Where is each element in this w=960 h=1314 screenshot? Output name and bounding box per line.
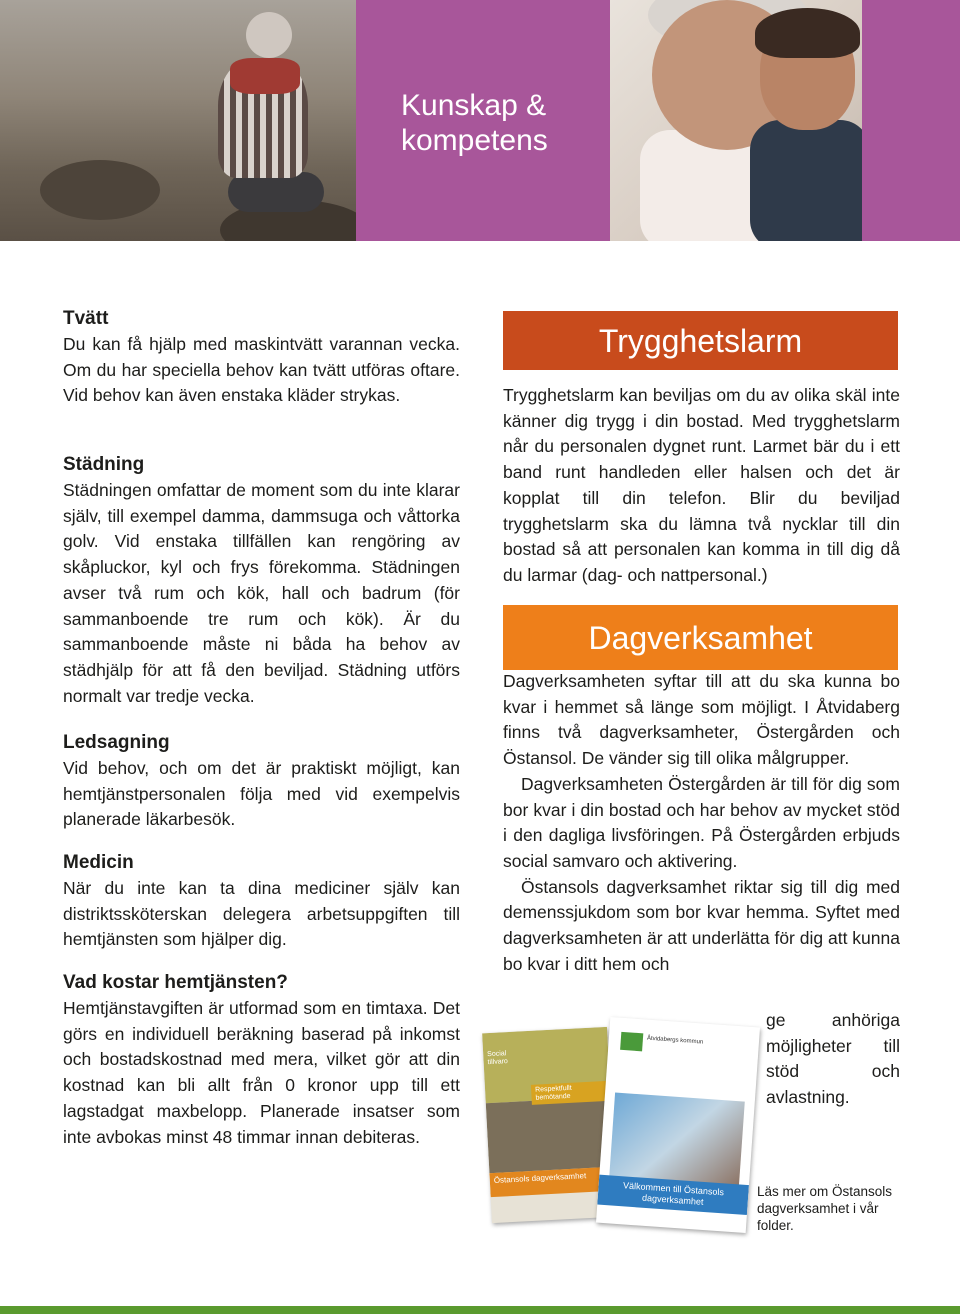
section-text: Du kan få hjälp med maskintvätt varannan vecka. Om du har speciella behov kan tvätt utföras oftare. Vid behov kan även enstaka kläder strykas. <box>63 334 460 406</box>
trygghetslarm-text: Trygghetslarm kan beviljas om du av olika skäl inte känner dig trygg i din bostad. Med trygghetslarm når du personalen dygnet runt. Larmet bär du i ett band runt handleden eller halsen och det är kopplat till din telefon. Blir du beviljad trygghetslarm ska du lämna två nycklar till din bostad så att personalen kan komma in till dig då du larmar (dag- och nattpersonal.) <box>503 385 900 585</box>
brochure-caption: Läs mer om Östansols dagverksamhet i vår folder. <box>757 1184 893 1233</box>
section-heading: Städning <box>63 454 145 475</box>
section-text: Städningen omfattar de moment som du inte klarar själv, till exempel damma, dammsuga och våttorka golv. Vid enstaka tillfällen kan rengöring av skåpluckor, kyl och frys förekomma. Städningen avser två rum och kök, hall och badrum (för sammanboende tre rum och kök). Är du sammanboende måste ni båda ha behov av städhjälp för att få den beviljad. Städning utförs normalt var tredje vecka. <box>63 480 460 706</box>
brochure-logo-text: Åtvidabergs kommun <box>646 1035 704 1046</box>
municipality-logo-icon <box>620 1032 643 1051</box>
dagverksamhet-paragraph-3: Östansols dagverksamhet riktar sig till dig med demenssjukdom som bor kvar hemma. Syftet med dagverksamheten är att underlätta för dig att kunna bo kvar i ditt hem och <box>503 876 900 974</box>
dagverksamhet-heading: Dagverksamhet <box>503 605 898 670</box>
section-text: När du inte kan ta dina mediciner själv kan distriktssköterskan delegera arbetsuppgiften till hemtjänsten som hjälper dig. <box>63 878 460 950</box>
dagverksamhet-paragraph-1: Dagverksamheten syftar till att du ska kunna bo kvar i hemmet så länge som möjligt. I Åtvidaberg finns två dagverksamheter, Östergården och Östansol. De vänder sig till olika målgrupper. <box>503 671 900 769</box>
section-text: Hemtjänstavgiften är utformad som en timtaxa. Det görs en individuell beräkning baserad på inkomst och bostadskostnad med mera, vilket gör att din kostnad kan bli allt från 0 kronor upp till ett lagstadgat maxbelopp. Planerade insatser som inte avbokas minst 48 timmar innan debiteras. <box>63 998 460 1147</box>
photo-elderly-man-on-beach <box>0 0 356 241</box>
section-heading: Ledsagning <box>63 732 170 753</box>
top-banner <box>0 0 960 241</box>
brochure-ostansol-back <box>482 1027 617 1223</box>
dagverksamhet-paragraph-3-tail: ge anhöriga möjligheter till stöd och avlastning. <box>766 1010 900 1108</box>
section-heading: Vad kostar hemtjänsten? <box>63 972 288 993</box>
brochure-band: Östansols dagverksamhet <box>489 1167 615 1198</box>
section-stadning <box>63 452 460 709</box>
section-ledsagning <box>63 730 460 833</box>
section-text: Vid behov, och om det är praktiskt möjligt, kan hemtjänstpersonalen följa med vid exempelvis planerade läkarbesök. <box>63 758 460 830</box>
brochure-title-band: Välkommen till Östansols dagverksamhet <box>597 1175 749 1215</box>
banner-title: Kunskap & kompetens <box>401 89 548 157</box>
brochure-tag: Respektfullt bemötande <box>531 1081 611 1105</box>
trygghetslarm-heading: Trygghetslarm <box>503 311 898 370</box>
section-heading: Medicin <box>63 852 134 873</box>
section-kostnad <box>63 970 460 1150</box>
dagverksamhet-text <box>503 669 900 977</box>
bottom-rule <box>0 1306 960 1314</box>
section-tvatt <box>63 306 460 409</box>
brochure-social-label: Social tillvaro <box>487 1050 509 1067</box>
brochure-ostansol-front <box>596 1017 760 1233</box>
photo-grandmother-and-boy <box>610 0 862 241</box>
section-medicin <box>63 850 460 953</box>
dagverksamhet-paragraph-2: Dagverksamheten Östergården är till för dig som bor kvar i din bostad och har behov av mycket stöd i den dagliga livsföringen. På Östergården erbjuds social samvaro och aktivering. <box>503 773 900 871</box>
section-heading: Tvätt <box>63 308 109 329</box>
